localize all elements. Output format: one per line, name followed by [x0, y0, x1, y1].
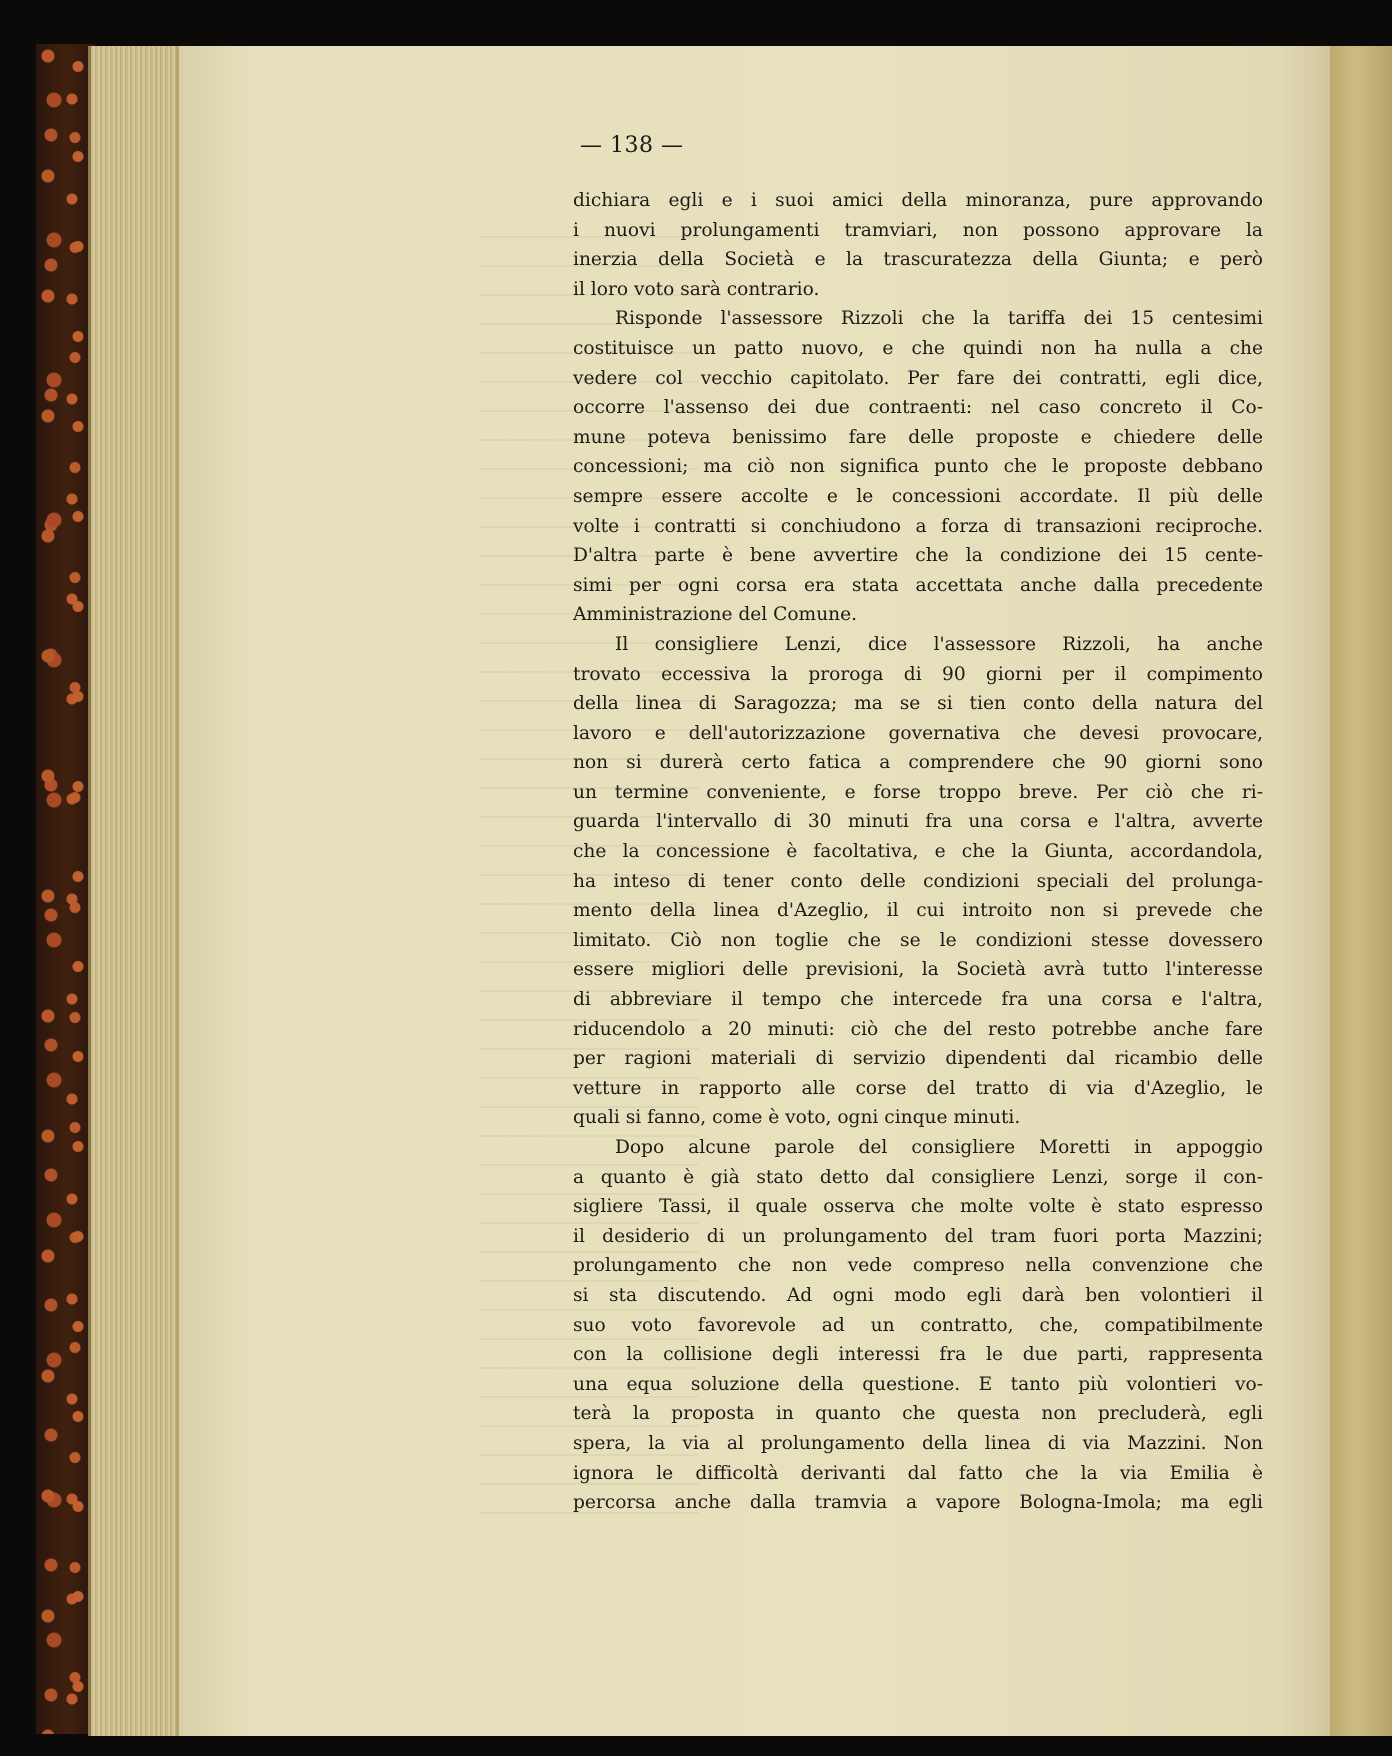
text-line: non si durerà certo fatica a comprendere che 90 giorni sono — [573, 752, 1263, 774]
text-line: con la collisione degli interessi fra le due parti, rappresenta — [573, 1344, 1263, 1366]
text-line: D'altra parte è bene avvertire che la condizione dei 15 cente- — [573, 545, 1263, 567]
text-line: della linea di Saragozza; ma se si tien conto della natura del — [573, 693, 1263, 715]
text-line: per ragioni materiali di servizio dipendenti dal ricambio delle — [573, 1048, 1263, 1070]
text-line: quali si fanno, come è voto, ogni cinque minuti. — [573, 1107, 1021, 1129]
text-line: vetture in rapporto alle corse del tratto di via d'Azeglio, le — [573, 1077, 1263, 1099]
text-line: dichiara egli e i suoi amici della minoranza, pure approvando — [573, 190, 1263, 211]
marbled-cover-edge — [36, 44, 96, 1734]
text-line: sigliere Tassi, il quale osserva che molte volte è stato espresso — [573, 1196, 1263, 1218]
text-line: Risponde l'assessore Rizzoli che la tariffa dei 15 centesimi — [615, 308, 1263, 330]
text-line: inerzia della Società e la trascuratezza della Giunta; e però — [573, 249, 1263, 271]
text-line: essere migliori delle previsioni, la Società avrà tutto l'interesse — [573, 959, 1263, 981]
body-text — [573, 186, 1263, 1518]
text-line: suo voto favorevole ad un contratto, che, compatibilmente — [573, 1314, 1263, 1336]
text-line: concessioni; ma ciò non significa punto che le proposte debbano — [573, 456, 1263, 478]
text-line: occorre l'assenso dei due contraenti: nel caso concreto il Co- — [573, 397, 1263, 419]
text-line: trovato eccessiva la proroga di 90 giorni per il compimento — [573, 663, 1263, 685]
page-stack-edge — [88, 46, 183, 1736]
text-line: il loro voto sarà contrario. — [573, 278, 820, 300]
text-line: terà la proposta in quanto che questa non precluderà, egli — [573, 1403, 1263, 1425]
text-line: volte i contratti si conchiudono a forza di transazioni reciproche. — [573, 515, 1263, 537]
text-line: ignora le difficoltà derivanti dal fatto che la via Emilia è — [573, 1462, 1263, 1484]
text-line: vedere col vecchio capitolato. Per fare dei contratti, egli dice, — [573, 367, 1263, 389]
text-line: lavoro e dell'autorizzazione governativa che devesi provocare, — [573, 722, 1263, 744]
text-line: sempre essere accolte e le concessioni accordate. Il più delle — [573, 485, 1263, 507]
text-line: percorsa anche dalla tramvia a vapore Bologna-Imola; ma egli — [573, 1492, 1263, 1514]
text-line: riducendolo a 20 minuti: ciò che del resto potrebbe anche fare — [573, 1018, 1263, 1040]
text-line: ha inteso di tener conto delle condizioni speciali del prolunga- — [573, 870, 1263, 892]
text-line: Dopo alcune parole del consigliere Moretti in appoggio — [615, 1137, 1263, 1158]
text-line: guarda l'intervallo di 30 minuti fra una corsa e l'altra, avverte — [573, 811, 1263, 833]
text-line: Il consigliere Lenzi, dice l'assessore Rizzoli, ha anche — [615, 633, 1263, 655]
next-page-edge — [1330, 46, 1392, 1736]
text-line: che la concessione è facoltativa, e che la Giunta, accordandola, — [573, 841, 1263, 863]
text-line: simi per ogni corsa era stata accettata anche dalla precedente — [573, 574, 1263, 596]
text-line: prolungamento che non vede compreso nella convenzione che — [573, 1255, 1263, 1277]
text-line: mento della linea d'Azeglio, il cui introito non si prevede che — [573, 900, 1263, 922]
text-line: limitato. Ciò non toglie che se le condizioni stesse dovessero — [573, 929, 1263, 951]
text-line: mune poteva benissimo fare delle proposte e chiedere delle — [573, 426, 1263, 448]
text-line: di abbreviare il tempo che intercede fra una corsa e l'altra, — [573, 989, 1263, 1011]
text-line: a quanto è già stato detto dal consigliere Lenzi, sorge il con- — [573, 1166, 1263, 1188]
text-line: un termine conveniente, e forse troppo breve. Per ciò che ri- — [573, 781, 1263, 803]
text-line: una equa soluzione della questione. E tanto più volontieri vo- — [573, 1373, 1263, 1395]
text-line: Amministrazione del Comune. — [573, 604, 858, 626]
text-line: il desiderio di un prolungamento del tram fuori porta Mazzini; — [573, 1225, 1263, 1247]
text-line: i nuovi prolungamenti tramviari, non possono approvare la — [573, 219, 1263, 241]
text-line: costituisce un patto nuovo, e che quindi non ha nulla a che — [573, 337, 1263, 359]
text-line: si sta discutendo. Ad ogni modo egli darà ben volontieri il — [573, 1284, 1263, 1306]
text-line: spera, la via al prolungamento della linea di via Mazzini. Non — [573, 1432, 1263, 1454]
page-number: — 138 — — [580, 133, 684, 158]
